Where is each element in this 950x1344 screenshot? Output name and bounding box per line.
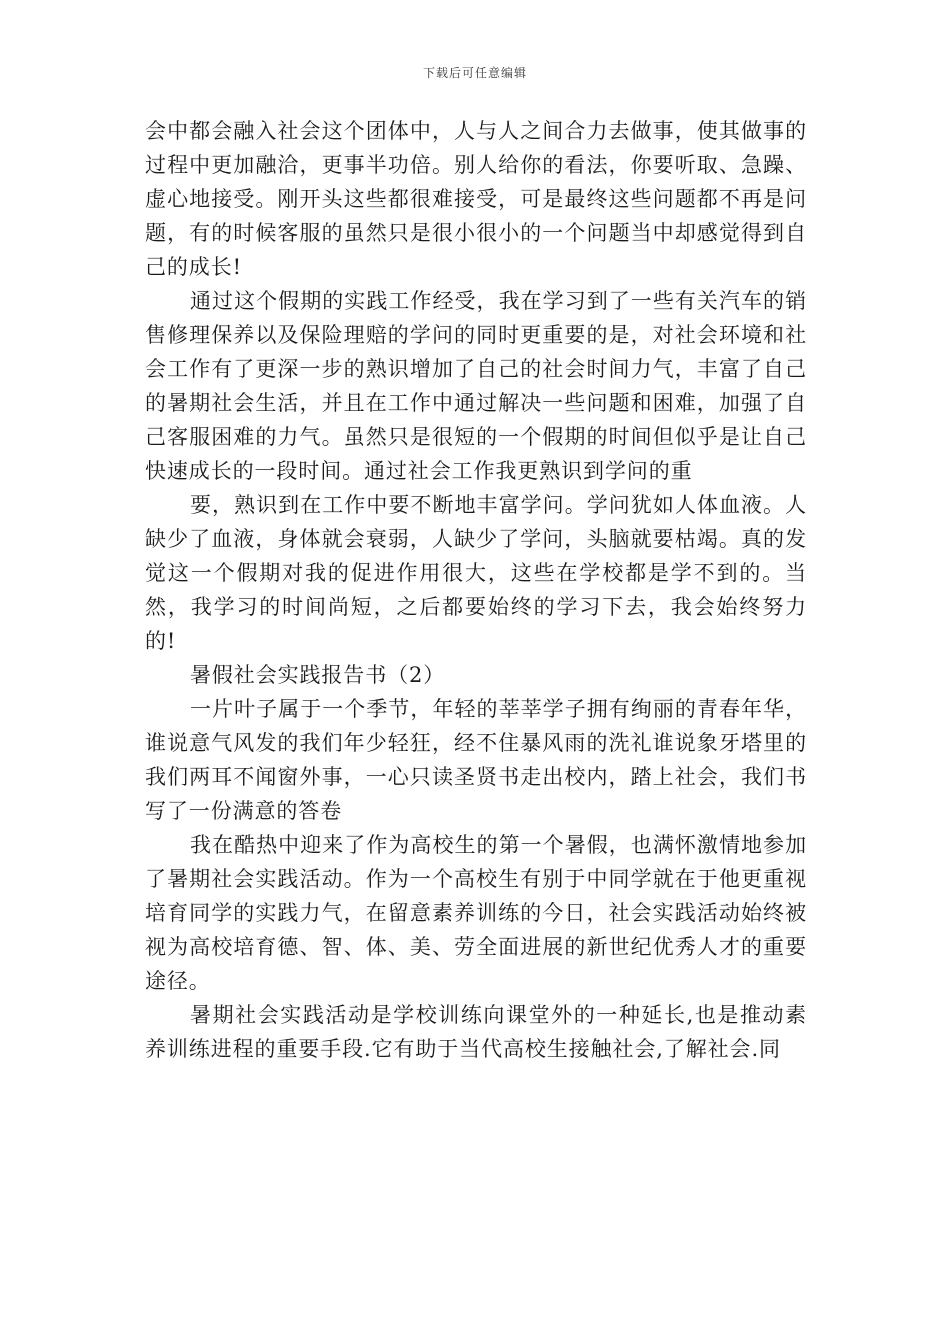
page-header: 下载后可任意编辑 [422, 66, 527, 80]
paragraph: 要，熟识到在工作中要不断地丰富学问。学问犹如人体血液。人缺少了血液，身体就会衰弱，人缺少了学问，头脑就要枯竭。真的发觉这一个假期对我的促进作用很大，这些在学校都是学不到的。当然，我学习的时间尚短，之后都要始终的学习下去，我会始终努力的! [145, 493, 807, 653]
paragraph: 一片叶子属于一个季节，年轻的莘莘学子拥有绚丽的青春年华，谁说意气风发的我们年少轻狂，经不住暴风雨的洗礼谁说象牙塔里的我们两耳不闻窗外事，一心只读圣贤书走出校内，踏上社会，我们书写了一份满意的答卷 [145, 697, 807, 823]
section-heading: 暑假社会实践报告书（2） [190, 663, 446, 687]
paragraph: 暑期社会实践活动是学校训练向课堂外的一种延长,也是推动素养训练进程的重要手段.它有助于当代高校生接触社会,了解社会.同 [145, 1003, 807, 1061]
paragraph: 通过这个假期的实践工作经受，我在学习到了一些有关汽车的销售修理保养以及保险理赔的学问的同时更重要的是，对社会环境和社会工作有了更深一步的熟识增加了自己的社会时间力气，丰富了自己的暑期社会生活，并且在工作中通过解决一些问题和困难，加强了自己客服困难的力气。虽然只是很短的一个假期的时间但似乎是让自己快速成长的一段时间。通过社会工作我更熟识到学问的重 [145, 289, 807, 483]
document-body [145, 114, 807, 1066]
paragraph: 会中都会融入社会这个团体中，人与人之间合力去做事，使其做事的过程中更加融洽，更事半功倍。别人给你的看法，你要听取、急躁、虚心地接受。刚开头这些都很难接受，可是最终这些问题都不再是问题，有的时候客服的虽然只是很小很小的一个问题当中却感觉得到自己的成长! [145, 119, 807, 279]
paragraph: 我在酷热中迎来了作为高校生的第一个暑假，也满怀激情地参加了暑期社会实践活动。作为一个高校生有别于中同学就在于他更重视培育同学的实践力气，在留意素养训练的今日，社会实践活动始终被视为高校培育德、智、体、美、劳全面进展的新世纪优秀人才的重要途径。 [145, 833, 807, 993]
